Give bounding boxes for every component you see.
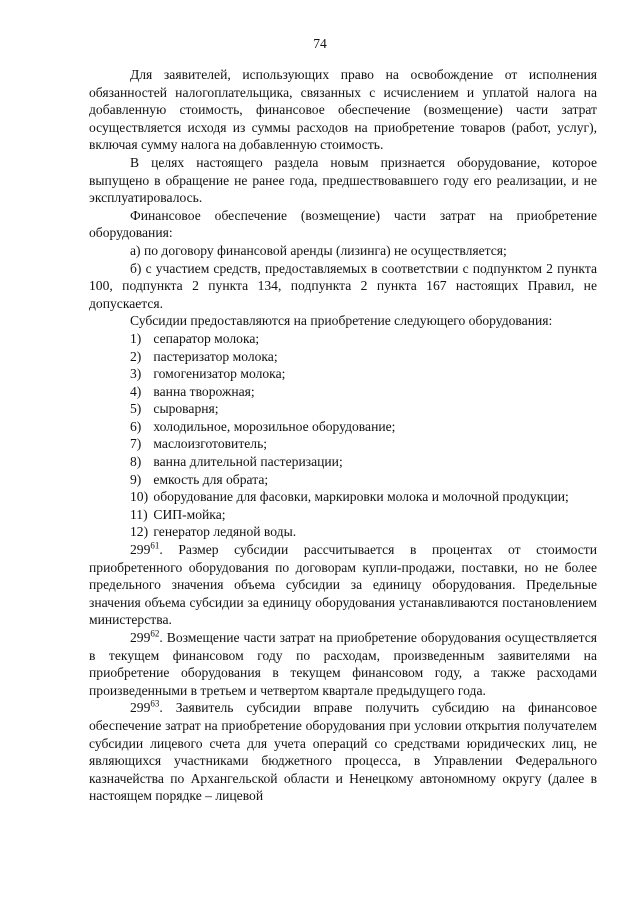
section-superscript: 62 xyxy=(150,628,160,639)
list-item xyxy=(89,383,597,401)
section-299-63 xyxy=(89,699,597,805)
list-item-number: 10) xyxy=(130,489,149,505)
paragraph-financing-conditions: Финансовое обеспечение (возмещение) части затрат на приобретение оборудования: xyxy=(89,207,597,241)
list-item-number: 6) xyxy=(130,418,142,434)
list-item-text: ванна творожная; xyxy=(153,383,255,399)
list-item xyxy=(89,523,597,541)
list-item xyxy=(89,488,597,506)
paragraph-new-equipment-definition: В целях настоящего раздела новым признается оборудование, которое выпущено в обращение не ранее года, предшествовавшего году его реализации, и не эксплуатировалось. xyxy=(89,154,597,206)
list-item-text: СИП-мойка; xyxy=(153,506,226,522)
list-item-number: 1) xyxy=(130,330,142,346)
paragraph-condition-a: а) по договору финансовой аренды (лизинга) не осуществляется; xyxy=(130,242,507,258)
list-item-text: гомогенизатор молока; xyxy=(153,366,286,382)
section-superscript: 61 xyxy=(150,540,160,551)
list-item xyxy=(89,330,597,348)
list-item xyxy=(89,365,597,383)
paragraph-equipment-intro: Субсидии предоставляются на приобретение следующего оборудования: xyxy=(130,313,553,329)
list-item-number: 3) xyxy=(130,366,142,382)
list-item-text: маслоизготовитель; xyxy=(153,436,268,452)
section-text: . Размер субсидии рассчитывается в процентах от стоимости приобретенного оборудования по договорам купли-продажи, поставки, но не более предельного значения объема субсидии за единицу оборудования. Предельные значения объема субсидии за единицу оборудования устанавливаются постановлением министерства. xyxy=(89,542,597,628)
list-item-number: 12) xyxy=(130,524,149,540)
list-item-text: холодильное, морозильное оборудование; xyxy=(153,418,396,434)
list-item-number: 11) xyxy=(130,506,148,522)
list-item-number: 9) xyxy=(130,471,142,487)
section-text: . Заявитель субсидии вправе получить субсидию на финансовое обеспечение затрат на приобретение оборудования при условии открытия получателем субсидии лицевого счета для учета операций со средствами юридических лиц, не являющихся участниками бюджетного процесса, в Управлении Федерального казначейства по Архангельской области и Ненецкому автономному округу (далее в настоящем порядке – лицевой xyxy=(89,700,597,804)
list-item-text: сыроварня; xyxy=(153,401,219,417)
list-item-text: оборудование для фасовки, маркировки молока и молочной продукции; xyxy=(153,489,569,505)
list-item xyxy=(89,453,597,471)
list-item-number: 4) xyxy=(130,383,142,399)
section-number: 299 xyxy=(130,700,151,716)
list-item xyxy=(89,506,597,524)
list-item xyxy=(89,348,597,366)
paragraph-condition-b: б) с участием средств, предоставляемых в соответствии с подпунктом 2 пункта 100, подпункта 2 пункта 134, подпункта 2 пункта 167 настоящих Правил, не допускается. xyxy=(89,260,597,311)
section-superscript: 63 xyxy=(150,698,160,709)
list-item-number: 7) xyxy=(130,436,142,452)
section-text: . Возмещение части затрат на приобретение оборудования осуществляется в текущем финансовом году по расходам, произведенным заявителями на приобретение оборудования в текущем финансовом году, а также расходами произведенными в третьем и четвертом квартале предыдущего года. xyxy=(89,630,597,698)
section-299-61 xyxy=(89,541,597,629)
page-number: 74 xyxy=(313,36,327,51)
section-number: 299 xyxy=(130,630,151,645)
section-number: 299 xyxy=(130,542,151,558)
section-299-62 xyxy=(89,629,597,699)
list-item xyxy=(89,418,597,436)
list-item-text: ванна длительной пастеризации; xyxy=(153,454,343,470)
list-item-text: генератор ледяной воды. xyxy=(153,524,297,540)
list-item xyxy=(89,435,597,453)
paragraph-vat-exemption: Для заявителей, использующих право на освобождение от исполнения обязанностей налогоплательщика, связанных с исчислением и уплатой налога на добавленную стоимость, финансовое обеспечение (возмещение) части затрат осуществляется исходя из суммы расходов на приобретение товаров (работ, услуг), включая сумму налога на добавленную стоимость. xyxy=(89,67,597,153)
equipment-list xyxy=(89,330,597,541)
list-item xyxy=(89,400,597,418)
list-item-number: 5) xyxy=(130,401,142,417)
list-item-number: 2) xyxy=(130,348,142,364)
list-item-text: емкость для обрата; xyxy=(153,471,269,487)
list-item xyxy=(89,471,597,489)
document-body xyxy=(89,66,597,805)
list-item-number: 8) xyxy=(130,454,142,470)
list-item-text: сепаратор молока; xyxy=(153,330,260,346)
list-item-text: пастеризатор молока; xyxy=(153,348,278,364)
